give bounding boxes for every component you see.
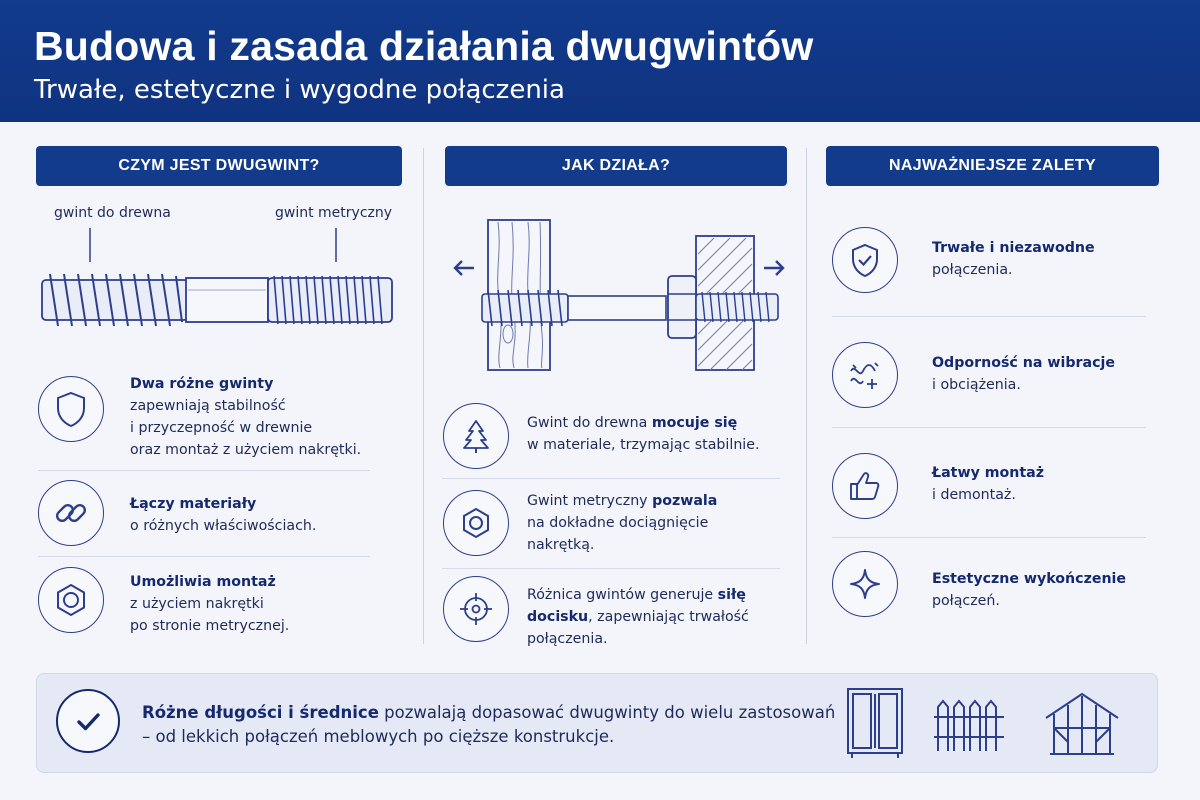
item-bold-part: docisku <box>527 609 589 625</box>
column-divider <box>806 148 807 644</box>
divider <box>442 568 780 569</box>
item-text-part: Różnica gwintów generuje <box>527 587 718 603</box>
tree-icon <box>443 403 509 469</box>
item-easy-mount <box>932 462 1044 506</box>
summary-line2: – od lekkich połączeń meblowych po cięższe konstrukcje. <box>142 727 615 746</box>
shield-icon <box>38 376 104 442</box>
item-line: połączenia. <box>527 631 608 647</box>
label-wood-thread: gwint do drewna <box>54 205 171 221</box>
item-line: o różnych właściwościach. <box>130 518 317 534</box>
shield-check-icon <box>832 227 898 293</box>
item-wood-thread <box>527 412 760 456</box>
vibration-icon <box>832 342 898 408</box>
divider <box>832 427 1146 428</box>
header-banner <box>0 0 1200 122</box>
item-title: Estetyczne wykończenie <box>932 571 1127 587</box>
divider <box>38 556 370 557</box>
item-durable <box>932 237 1095 281</box>
item-vibration-resistance <box>932 352 1115 396</box>
thumbs-up-icon <box>832 453 898 519</box>
chain-link-icon <box>38 480 104 546</box>
item-line: z użyciem nakrętki <box>130 596 264 612</box>
item-aesthetic <box>932 568 1126 612</box>
divider <box>832 537 1146 538</box>
checkmark-icon <box>56 689 120 753</box>
item-line: w materiale, trzymając stabilnie. <box>527 437 760 453</box>
item-clamping-force <box>527 584 749 650</box>
heading-what-is: CZYM JEST DWUGWINT? <box>36 146 402 186</box>
divider <box>38 470 370 471</box>
item-line: i obciążenia. <box>932 377 1021 393</box>
target-icon <box>443 576 509 642</box>
column-divider <box>423 148 424 644</box>
joint-diagram <box>446 214 788 374</box>
item-line: i demontaż. <box>932 487 1016 503</box>
item-line: nakrętką. <box>527 537 595 553</box>
hex-nut-icon <box>38 567 104 633</box>
item-line: , zapewniając trwałość <box>588 609 749 625</box>
page-subtitle: Trwałe, estetyczne i wygodne połączenia <box>34 75 565 105</box>
fence-icon <box>934 695 1006 753</box>
item-line: i przyczepność w drewnie <box>130 420 313 436</box>
item-title: Trwałe i niezawodne <box>932 240 1095 256</box>
item-bold-part: siłę <box>717 587 746 603</box>
divider <box>442 478 780 479</box>
item-line: zapewniają stabilność <box>130 398 286 414</box>
item-title: Umożliwia montaż <box>130 574 276 590</box>
item-text-part: Gwint do drewna <box>527 415 652 431</box>
summary-bold: Różne długości i średnice <box>142 703 379 722</box>
item-two-threads <box>130 373 361 461</box>
heading-advantages: NAJWAŻNIEJSZE ZALETY <box>826 146 1159 186</box>
item-text-part: Gwint metryczny <box>527 493 653 509</box>
double-thread-screw-diagram <box>36 222 406 334</box>
item-bold-part: pozwala <box>652 493 718 509</box>
item-metric-thread <box>527 490 717 556</box>
cabinet-icon <box>844 686 906 760</box>
hex-nut-icon <box>443 490 509 556</box>
divider <box>832 316 1146 317</box>
summary-rest: pozwalają dopasować dwugwinty do wielu zastosowań <box>378 703 836 722</box>
item-bold-part: mocuje się <box>651 415 738 431</box>
item-line: połączenia. <box>932 262 1013 278</box>
item-joins-materials <box>130 493 316 537</box>
bottom-summary-text <box>142 701 835 749</box>
item-line: po stronie metrycznej. <box>130 618 290 634</box>
item-line: na dokładne dociągnięcie <box>527 515 709 531</box>
item-mounting <box>130 571 289 637</box>
item-title: Łatwy montaż <box>932 465 1045 481</box>
item-line: oraz montaż z użyciem nakrętki. <box>130 442 362 458</box>
item-title: Łączy materiały <box>130 496 257 512</box>
house-frame-icon <box>1042 688 1122 758</box>
item-title: Odporność na wibracje <box>932 355 1115 371</box>
page-title: Budowa i zasada działania dwugwintów <box>34 23 814 69</box>
sparkle-icon <box>832 551 898 617</box>
heading-how-it-works: JAK DZIAŁA? <box>445 146 787 186</box>
item-title: Dwa różne gwinty <box>130 376 274 392</box>
item-line: połączeń. <box>932 593 1000 609</box>
label-metric-thread: gwint metryczny <box>275 205 393 221</box>
